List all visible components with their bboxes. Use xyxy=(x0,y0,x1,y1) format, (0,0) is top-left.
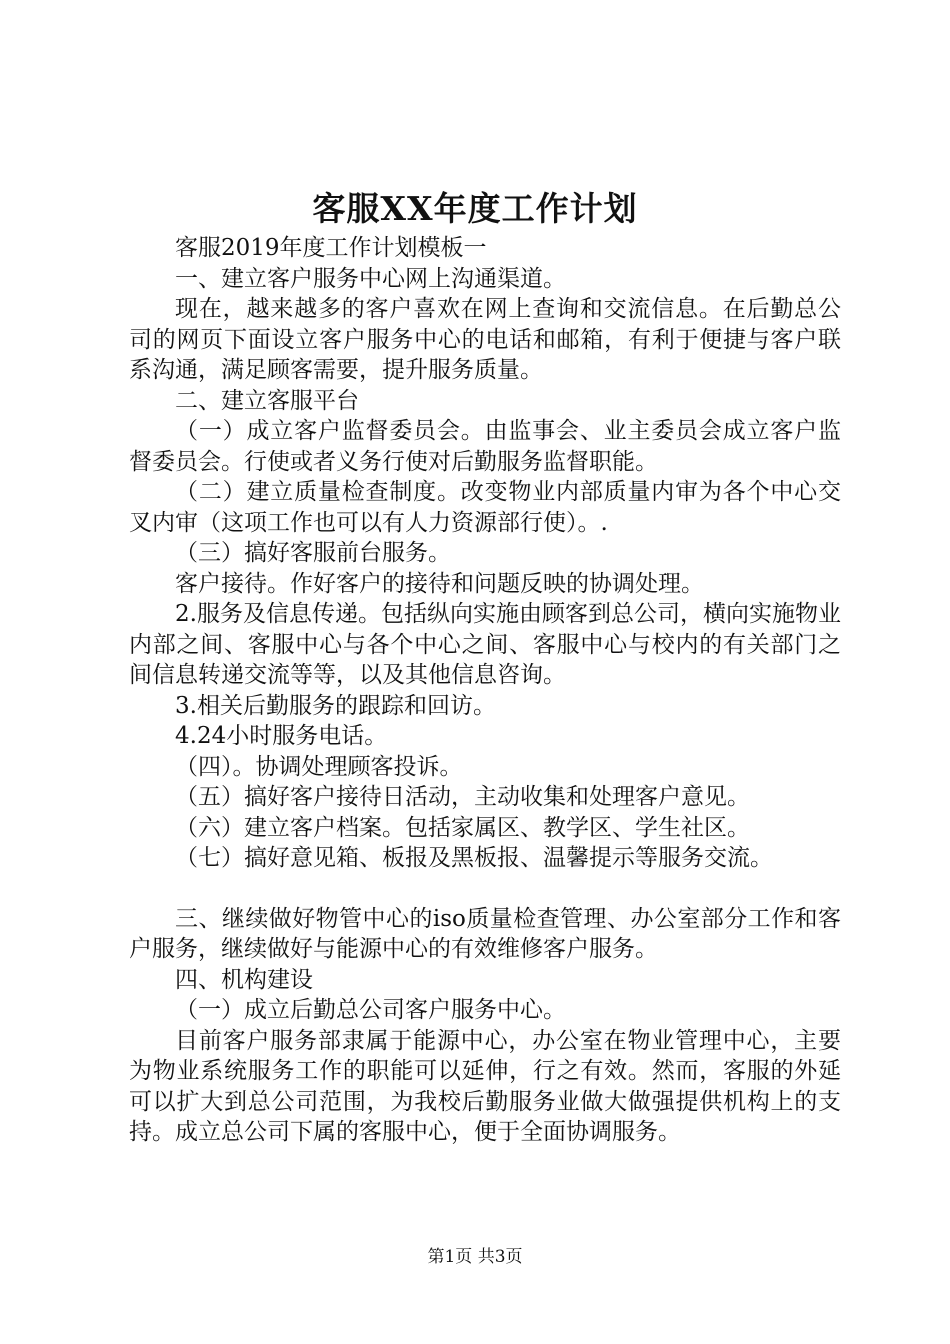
document-title: 客服XX年度工作计划 xyxy=(312,189,638,228)
paragraph-section-2-heading: 二、建立客服平台 xyxy=(175,387,359,414)
paragraph-item-4: （四）。协调处理顾客投诉。 xyxy=(175,753,463,780)
paragraph-section-3: 三、继续做好物管中心的iso质量检查管理、办公室部分工作和客户服务，继续做好与能源中心的有效维修客户服务。 xyxy=(129,905,841,962)
paragraph-item-5: （五）搞好客户接待日活动，主动收集和处理客户意见。 xyxy=(175,784,750,810)
paragraph-service-info: 2.服务及信息传递。包括纵向实施由顾客到总公司，横向实施物业内部之间、客服中心与各个中心之间、客服中心与校内的有关部门之间信息转递交流等等，以及其他信息咨询。 xyxy=(129,601,841,688)
page-footer: 第1页 共3页 xyxy=(427,1247,523,1267)
paragraph-item-3: （三）搞好客服前台服务。 xyxy=(175,540,451,566)
paragraph-section-4-body: 目前客户服务部隶属于能源中心，办公室在物业管理中心，主要为物业系统服务工作的职能可以延伸，行之有效。然而，客服的外延可以扩大到总公司范围，为我校后勤服务业做大做强提供机构上的支持。成立总公司下属的客服中心，便于全面协调服务。 xyxy=(129,1027,841,1145)
paragraph-hotline: 4.24小时服务电话。 xyxy=(175,723,388,749)
paragraph-item-6: （六）建立客户档案。包括家属区、教学区、学生社区。 xyxy=(175,814,750,841)
paragraph-section-4-item-1: （一）成立后勤总公司客户服务中心。 xyxy=(175,997,566,1023)
document-body xyxy=(129,233,841,1148)
paragraph-follow-up: 3.相关后勤服务的跟踪和回访。 xyxy=(175,692,496,719)
paragraph-reception: 客户接待。作好客户的接待和问题反映的协调处理。 xyxy=(175,570,704,597)
paragraph-item-7: （七）搞好意见箱、板报及黑板报、温馨提示等服务交流。 xyxy=(175,845,773,871)
paragraph-item-2: （二）建立质量检查制度。改变物业内部质量内审为各个中心交叉内审（这项工作也可以有人力资源部行使）。. xyxy=(129,479,841,536)
paragraph-item-1: （一）成立客户监督委员会。由监事会、业主委员会成立客户监督委员会。行使或者义务行使对后勤服务监督职能。 xyxy=(129,418,841,475)
paragraph-gap xyxy=(129,874,841,904)
paragraph-template-heading: 客服2019年度工作计划模板一 xyxy=(175,235,487,261)
paragraph-section-1-body: 现在，越来越多的客户喜欢在网上查询和交流信息。在后勤总公司的网页下面设立客户服务中心的电话和邮箱，有利于便捷与客户联系沟通，满足顾客需要，提升服务质量。 xyxy=(129,296,841,383)
paragraph-section-1-heading: 一、建立客户服务中心网上沟通渠道。 xyxy=(175,265,566,292)
paragraph-section-4-heading: 四、机构建设 xyxy=(175,966,313,993)
